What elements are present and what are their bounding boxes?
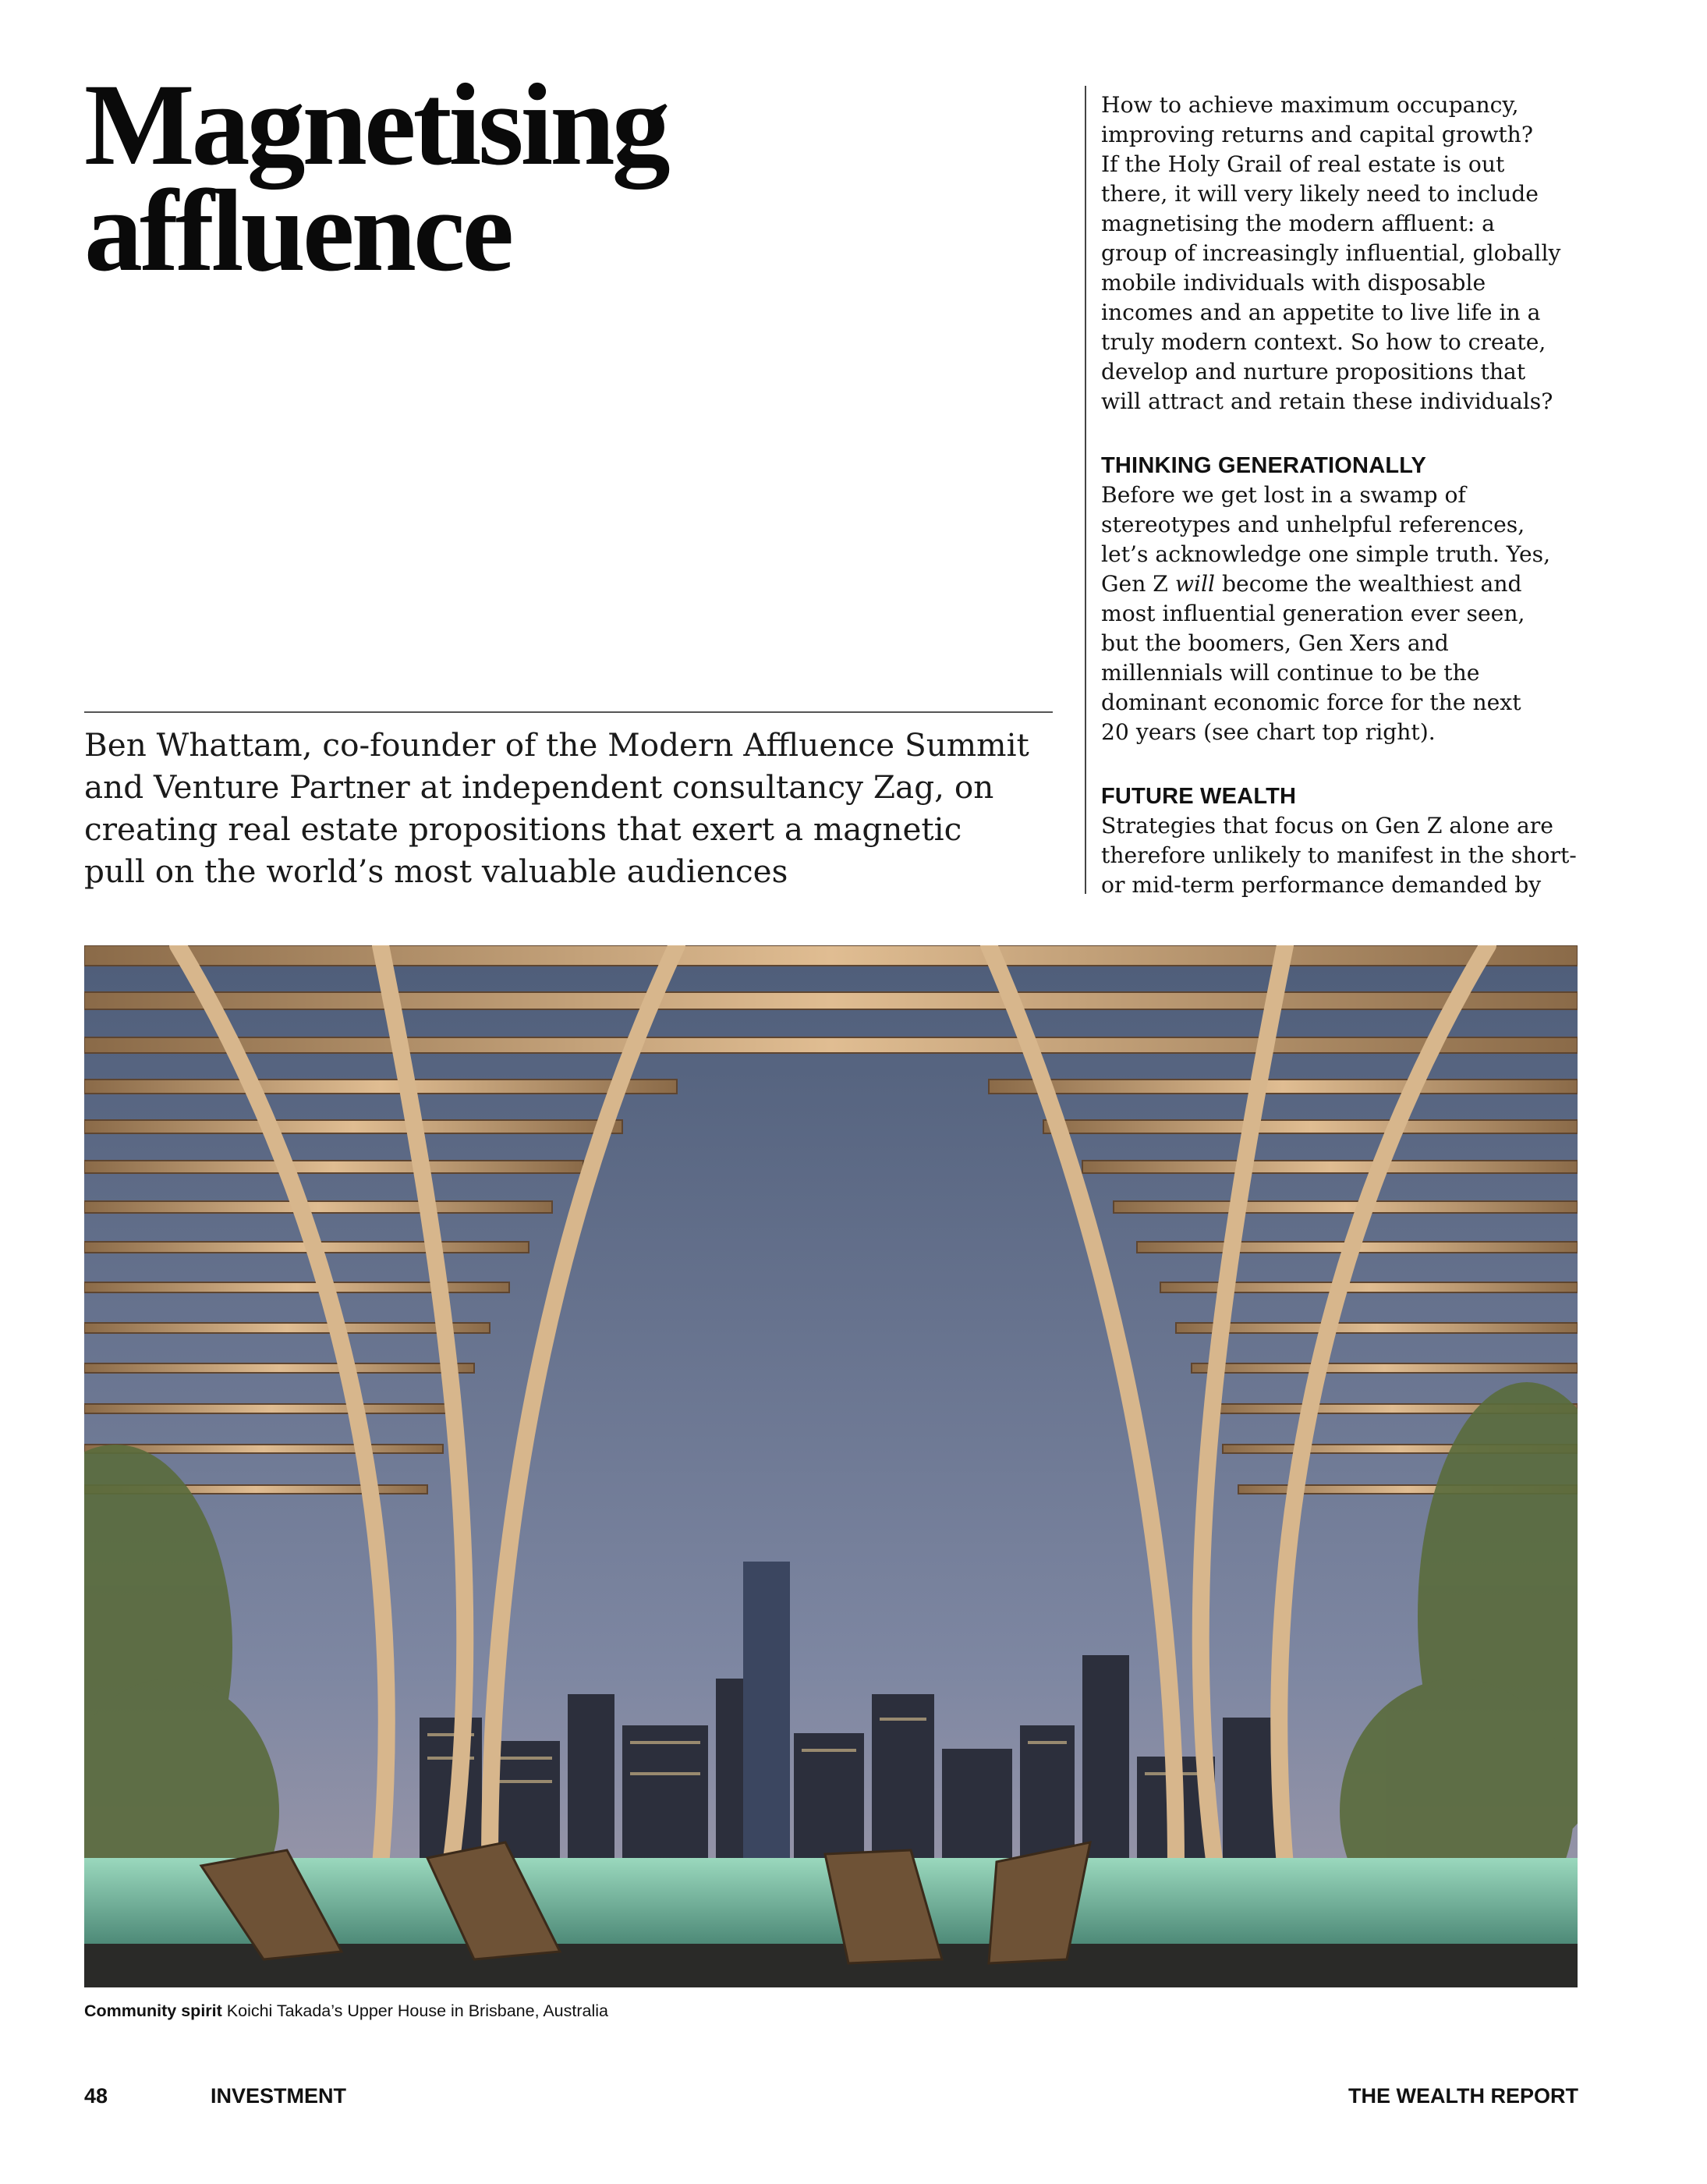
body-line: stereotypes and unhelpful references, bbox=[1101, 512, 1525, 537]
body-line: will attract and retain these individuals? bbox=[1101, 388, 1553, 414]
subhead-thinking-generationally: THINKING GENERATIONALLY bbox=[1101, 453, 1427, 478]
standfirst-line: Ben Whattam, co-founder of the Modern Affluence Summit bbox=[84, 726, 1029, 764]
body-line: incomes and an appetite to live life in a bbox=[1101, 300, 1541, 325]
section-name: INVESTMENT bbox=[211, 2084, 347, 2108]
publication-title: THE WEALTH REPORT bbox=[1348, 2084, 1578, 2108]
body-line: 20 years (see chart top right). bbox=[1101, 719, 1436, 745]
standfirst-line: pull on the world’s most valuable audiences bbox=[84, 853, 788, 890]
section2-paragraph bbox=[1101, 811, 1591, 900]
headline-line-2: affluence bbox=[84, 166, 512, 296]
body-text: become the wealthiest and bbox=[1215, 571, 1522, 597]
body-line: let’s acknowledge one simple truth. Yes, bbox=[1101, 541, 1551, 567]
standfirst-line: and Venture Partner at independent consultancy Zag, on bbox=[84, 768, 994, 806]
page-number: 48 bbox=[84, 2084, 108, 2108]
body-line: How to achieve maximum occupancy, bbox=[1101, 92, 1519, 118]
body-line: or mid-term performance demanded by bbox=[1101, 872, 1542, 898]
body-line: truly modern context. So how to create, bbox=[1101, 329, 1546, 355]
photo-caption bbox=[84, 2000, 608, 2022]
body-line: Strategies that focus on Gen Z alone are bbox=[1101, 813, 1553, 838]
body-line: there, it will very likely need to include bbox=[1101, 181, 1539, 207]
headline bbox=[84, 60, 942, 296]
subhead-future-wealth: FUTURE WEALTH bbox=[1101, 784, 1297, 809]
body-line: most influential generation ever seen, bbox=[1101, 601, 1525, 626]
section1-paragraph bbox=[1101, 480, 1591, 747]
body-line: therefore unlikely to manifest in the short- bbox=[1101, 842, 1577, 868]
body-line: group of increasingly influential, globally bbox=[1101, 240, 1561, 266]
caption-label: Community spirit bbox=[84, 2001, 222, 2020]
body-line: magnetising the modern affluent: a bbox=[1101, 211, 1495, 236]
emphasis: will bbox=[1174, 571, 1216, 597]
caption-text: Koichi Takada’s Upper House in Brisbane, Australia bbox=[221, 2001, 608, 2020]
body-line: If the Holy Grail of real estate is out bbox=[1101, 151, 1505, 177]
body-line: improving returns and capital growth? bbox=[1101, 122, 1533, 147]
body-line bbox=[1101, 571, 1522, 597]
body-line: dominant economic force for the next bbox=[1101, 690, 1521, 715]
body-text: Gen Z bbox=[1101, 571, 1175, 597]
headline-line-1: Magnetising bbox=[84, 60, 668, 190]
rooftop-pool-photo bbox=[84, 945, 1578, 1987]
column-rule bbox=[1085, 86, 1086, 894]
body-line: Before we get lost in a swamp of bbox=[1101, 482, 1466, 508]
standfirst bbox=[84, 724, 1059, 892]
body-line: develop and nurture propositions that bbox=[1101, 359, 1526, 385]
body-column bbox=[1101, 90, 1591, 900]
standfirst-rule bbox=[84, 711, 1053, 713]
body-line: but the boomers, Gen Xers and bbox=[1101, 630, 1449, 656]
body-line: mobile individuals with disposable bbox=[1101, 270, 1486, 296]
intro-paragraph bbox=[1101, 90, 1591, 417]
standfirst-line: creating real estate propositions that exert a magnetic bbox=[84, 810, 962, 848]
body-line: millennials will continue to be the bbox=[1101, 660, 1480, 686]
